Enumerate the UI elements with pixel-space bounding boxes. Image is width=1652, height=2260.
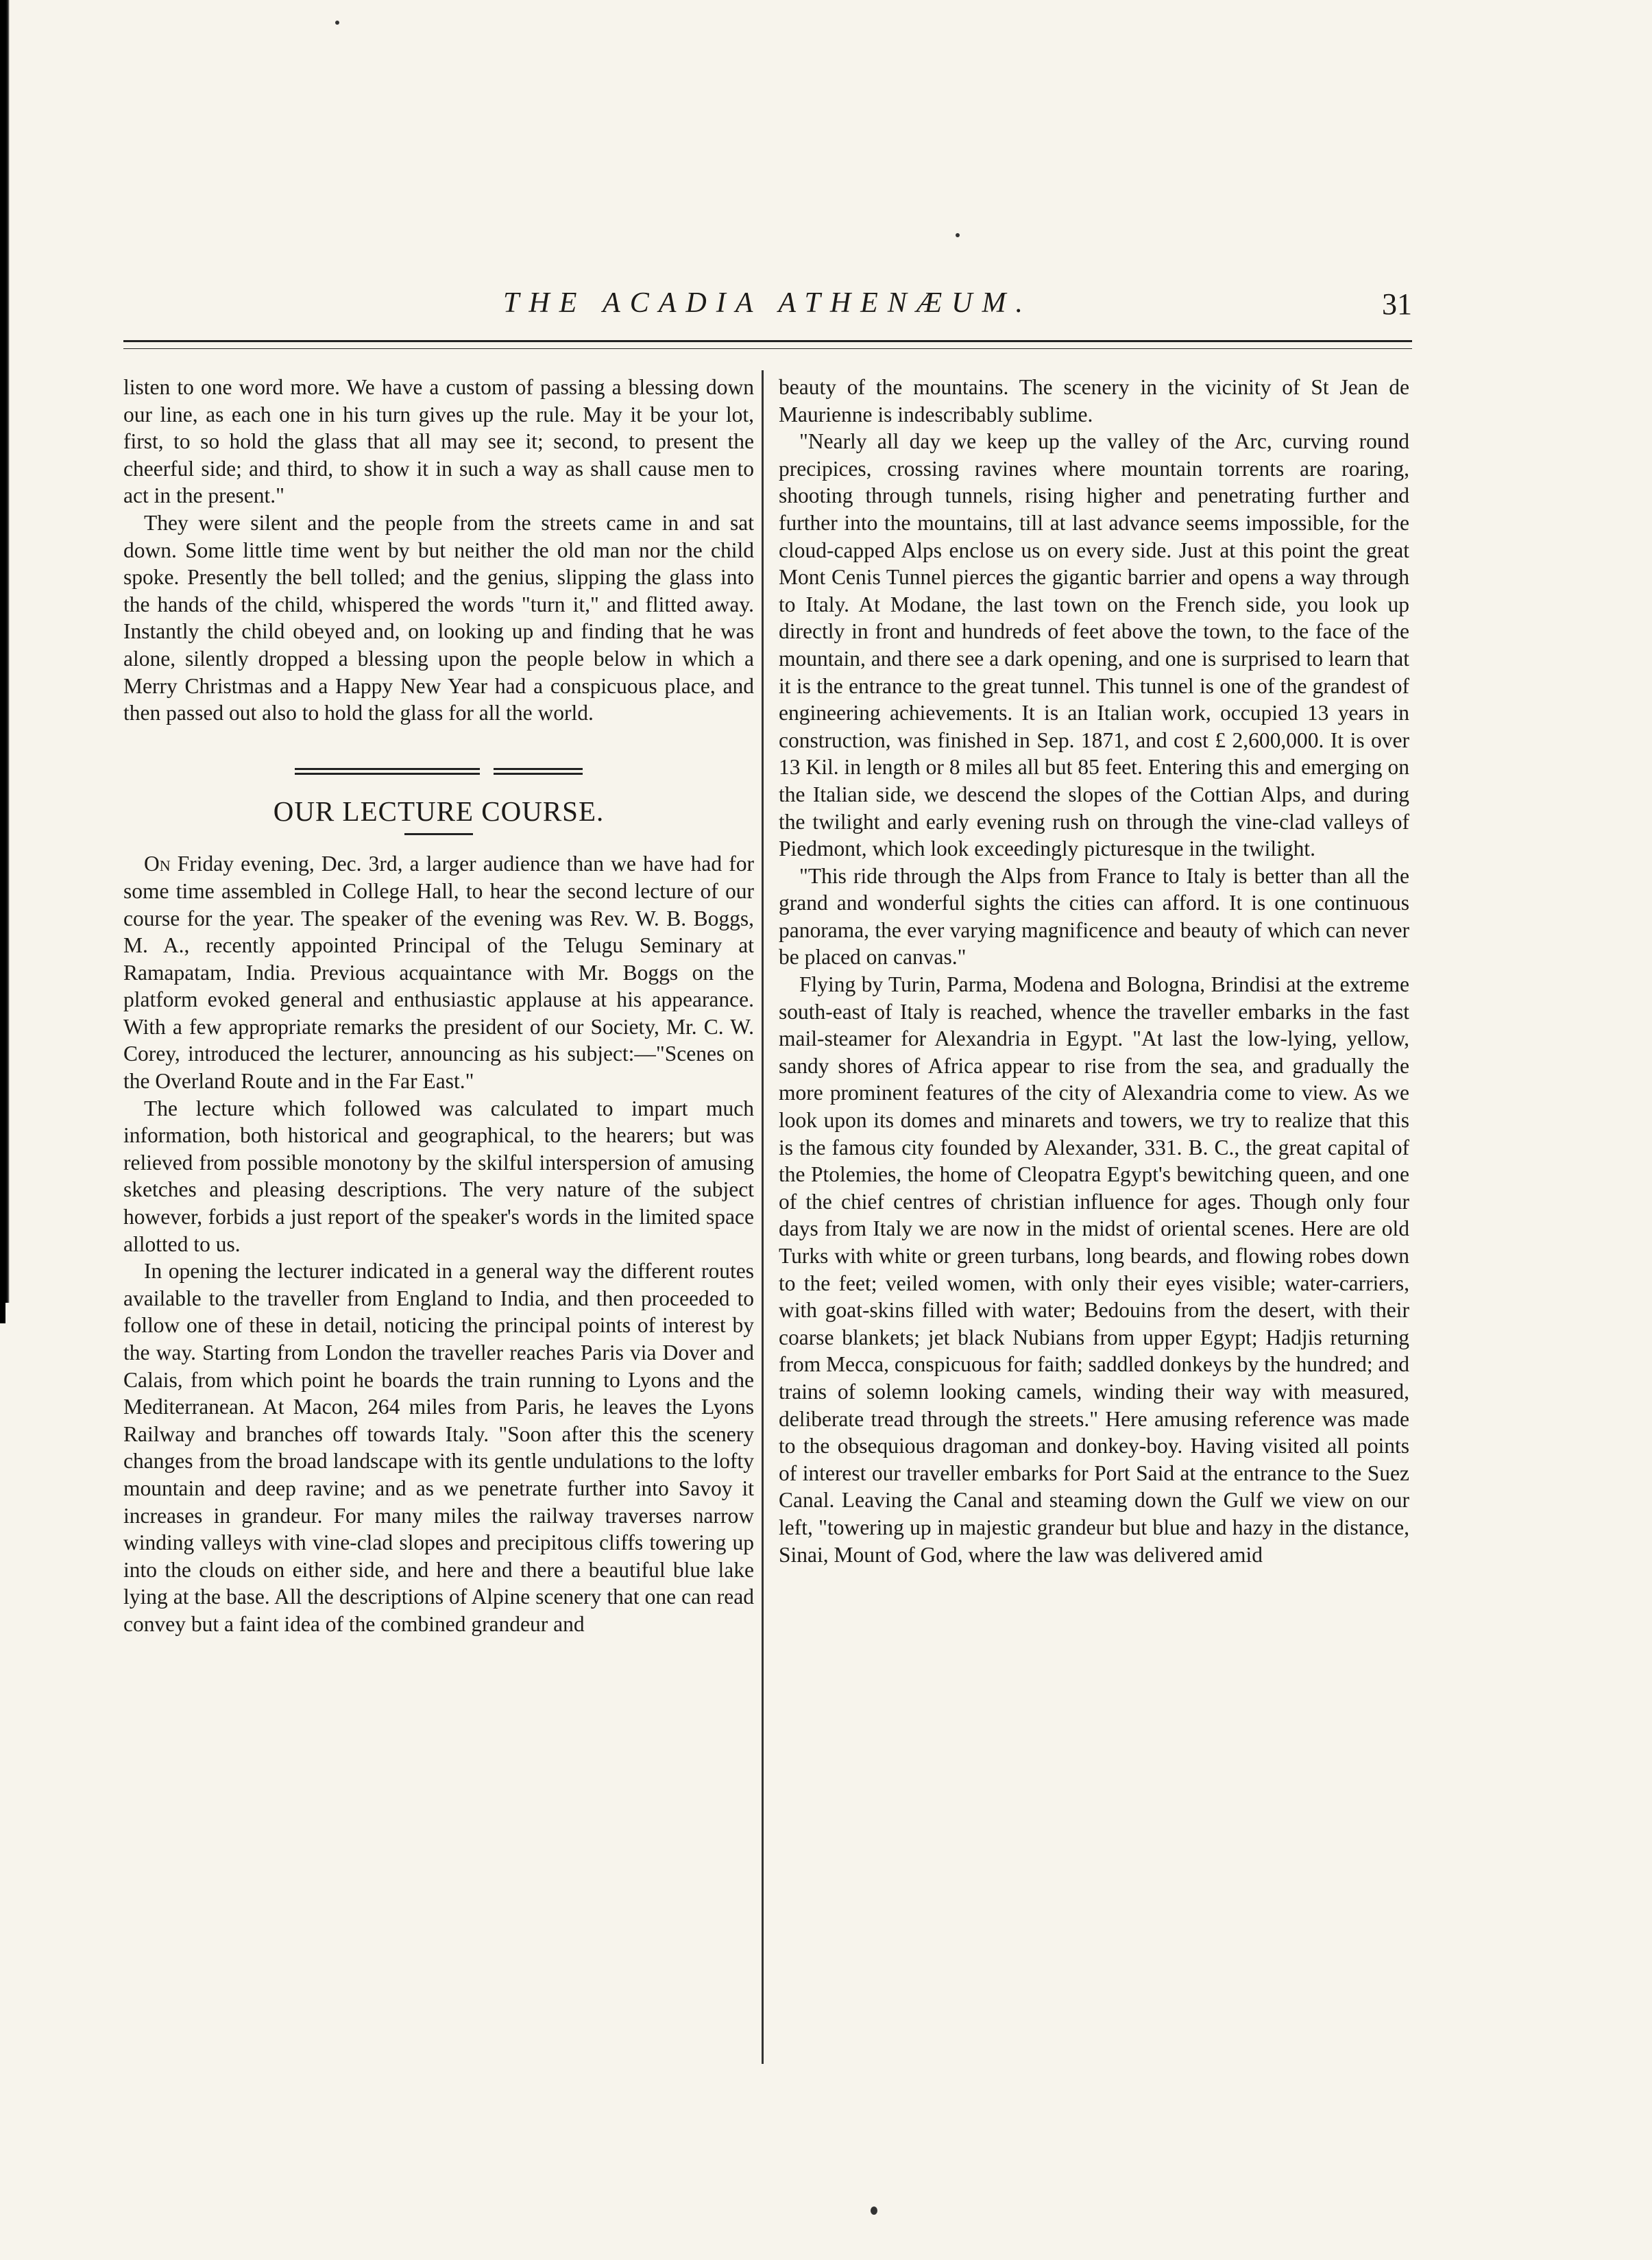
paragraph: They were silent and the people from the streets came in and sat down. Some little time went by but neither the old man nor the child spoke. Presently the bell tolled; and the genius, slipping the glass into the hands of the child, whispered the words "turn it," and flitted away. Instantly the child obeyed and, on looking up and finding that he was alone, silently dropped a blessing upon the people below in which a Merry Christmas and a Happy New Year had a conspicuous place, and then passed out also to hold the glass for all the world. — [123, 510, 754, 725]
paragraph — [123, 850, 754, 1094]
running-title: THE ACADIA ATHENÆUM. — [503, 287, 1032, 319]
left-column — [123, 374, 754, 1638]
paragraph: beauty of the mountains. The scenery in the vicinity of St Jean de Maurienne is indescribably sublime. — [779, 375, 1409, 426]
column-divider — [762, 370, 764, 2064]
ink-speck — [956, 233, 960, 237]
section-ornament — [295, 768, 583, 779]
title-rule — [404, 833, 473, 835]
header-rule — [123, 340, 1412, 342]
binding-edge-lower — [0, 843, 5, 1323]
paragraph: Flying by Turin, Parma, Modena and Bologna, Brindisi at the extreme south-east of Italy is reached, whence the traveller embarks in the fast mail-steamer for Alexandria in Egypt. "At last the low-lying, yellow, sandy shores of Africa appear to rise from the sea, and gradually the more prominent features of the city of Alexandria come to view. As we look upon its domes and minarets and towers, we try to realize that this is the famous city founded by Alexander, 331. B. C., the great capital of the Ptolemies, the home of Cleopatra Egypt's bewitching queen, and one of the chief centres of christian influence for ages. Though only four days from Italy we are now in the midst of oriental scenes. Here are old Turks with white or green turbans, long beards, and flowing robes down to the feet; veiled women, with only their eyes visible; water-carriers, with goat-skins filled with water; Bedouins from the desert, with their coarse blankets; jet black Nubians from upper Egypt; Hadjis returning from Mecca, conspicuous for faith; saddled donkeys by the hundred; and trains of solemn looking camels, winding their way with measured, deliberate tread through the streets." Here amusing reference was made to the obsequious dragoman and donkey-boy. Having visited all points of interest our traveller embarks for Port Said at the entrance to the Suez Canal. Leaving the Canal and steaming down the Gulf we view on our left, "towering up in majestic grandeur but blue and hazy in the distance, Sinai, Mount of God, where the law was delivered amid — [779, 972, 1409, 1567]
paragraph: "This ride through the Alps from France to Italy is better than all the grand and wonderful sights the cities can afford. It is one continuous panorama, the ever varying magnificence and beauty of which can never be placed on canvas." — [779, 863, 1409, 970]
section-title: OUR LECTURE COURSE. — [273, 795, 605, 827]
ink-speck — [335, 21, 339, 25]
paragraph: listen to one word more. We have a custom of passing a blessing down our line, as each one in his turn gives up the rule. May it be your lot, first, to so hold the glass that all may see it; second, to present the cheerful side; and third, to show it in such a way as shall cause men to act in the present." — [123, 375, 754, 508]
paragraph: The lecture which followed was calculated to impart much information, both historical and geographical, to the hearers; but was relieved from possible monotony by the skilful interspersion of amusing sketches and pleasing descriptions. The very nature of the subject however, forbids a just report of the speaker's words in the limited space allotted to us. — [123, 1096, 754, 1256]
paragraph: "Nearly all day we keep up the valley of the Arc, curving round precipices, crossing ravines where mountain torrents are roaring, shooting through tunnels, rising higher and penetrating further and further into the mountains, till at last advance seems impossible, for the cloud-capped Alps enclose us on every side. Just at this point the great Mont Cenis Tunnel pierces the gigantic barrier and opens a way through to Italy. At Modane, the last town on the French side, you look up directly in front and hundreds of feet above the town, to the face of the mountain, and there see a dark opening, and one is surprised to learn that it is the entrance to the great tunnel. This tunnel is one of the grandest of engineering achievements. It is an Italian work, occupied 13 years in construction, was finished in Sep. 1871, and cost £ 2,600,000. It is over 13 Kil. in length or 8 miles all but 85 feet. Entering this and emerging on the Italian side, we descend the slopes of the Cottian Alps, and during the twilight and early evening rush on through the vine-clad valleys of Piedmont, which look exceedingly picturesque in the twilight. — [779, 429, 1409, 861]
paragraph-text: Friday evening, Dec. 3rd, a larger audience than we have had for some time assembled in College Hall, to hear the second lecture of our course for the year. The speaker of the evening was Rev. W. B. Boggs, M. A., recently appointed Principal of the Telugu Seminary at Ramapatam, India. Previous acquaintance with Mr. Boggs on the platform evoked general and enthusiastic applause at his appearance. With a few appropriate remarks the president of our Society, Mr. C. W. Corey, introduced the lecturer, announcing as his subject:—"Scenes on the Overland Route and in the Far East." — [123, 852, 754, 1094]
header-rule-thin — [123, 348, 1412, 349]
right-column — [779, 374, 1409, 1568]
page-header — [123, 287, 1412, 335]
ink-speck — [871, 2207, 877, 2215]
lead-word: On — [144, 852, 171, 876]
page-number: 31 — [1382, 287, 1412, 321]
paragraph: In opening the lecturer indicated in a general way the different routes available to the traveller from England to India, and then proceeded to follow one of these in detail, noticing the principal points of interest by the way. Starting from London the traveller reaches Paris via Dover and Calais, from which point he boards the train running to Lyons and the Mediterranean. At Macon, 264 miles from Paris, he leaves the Lyons Railway and branches off towards Italy. "Soon after this the scenery changes from the broad landscape with its gentle undulations to the lofty mountain and deep ravine; and as we penetrate further into Savoy it increases in grandeur. For many miles the railway traverses narrow winding valleys with vine-clad slopes and precipitous cliffs towering up into the clouds on either side, and here and there a beautiful blue lake lying at the base. All the descriptions of Alpine scenery that one can read convey but a faint idea of the combined grandeur and — [123, 1259, 754, 1636]
